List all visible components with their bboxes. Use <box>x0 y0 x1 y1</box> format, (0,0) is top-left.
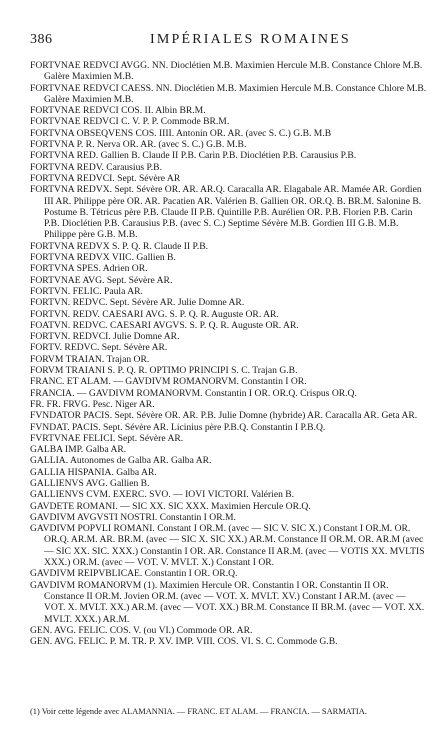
legend-entry: FORTVN. FELIC. Paula AR. <box>30 285 143 297</box>
legend-entry: GALLIENVS CVM. EXERC. SVO. — IOVI VICTORI. Valérien B. <box>30 489 295 501</box>
legend-entry: FRANC. ET ALAM. — GAVDIVM ROMANORVM. Constantin I OR. <box>30 376 307 388</box>
legend-entry: FVNDAT. PACIS. Sept. Sévère AR. Licinius père P.B.Q. Constantin I P.B.Q. <box>30 421 326 433</box>
page-number: 386 <box>30 32 53 47</box>
legend-entry: FVRTVNAE FELICI. Sept. Sévère AR. <box>30 432 184 444</box>
legend-entry: FR. FR. FRVG. Pesc. Niger AR. <box>30 398 155 410</box>
legend-entry: FORTVNA P. R. Nerva OR. AR. (avec S. C.) G.B. M.B. <box>30 139 247 151</box>
legend-entry: FORVM TRAIAN. Trajan OR. <box>30 353 150 365</box>
legend-entry: FVNDATOR PACIS. Sept. Sévère OR. AR. P.B. Julie Domne (hybride) AR. Caracalla AR. Geta AR. <box>30 410 418 422</box>
legend-entry: FOATVN. REDVC. CAESARI AVGVS. S. P. Q. R. Auguste OR. AR. <box>30 319 299 331</box>
legend-entry: FORTVNA RED. Gallien B. Claude II P.B. Carin P.B. Dioclétien P.B. Carausius P.B. <box>30 150 357 162</box>
footnote: (1) Voir cette légende avec ALAMANNIA. — FRANC. ET ALAM. — FRANCIA. — SARMATIA. <box>30 707 367 716</box>
legend-entry: GAVDIVM ROMANORVM (1). Maximien Hercule OR. Constantin I OR. Constantin II OR. Constance II OR.M. Jovien OR.M. (avec — VOT. X. MVLT. XV.) Constant I AR.M. (avec — VOT. X. MVLT. XX.) AR.M. (avec — VOT. XX.) BR.M. Constance II BR.M. (avec — VOT. XX. MVLT. XXX.) AR.M. <box>30 579 425 625</box>
legend-entry: FORTVNA SPES. Adrien OR. <box>30 263 148 275</box>
legend-entry: FORTVNA REDV. Carausius P.B. <box>30 161 162 173</box>
legend-entry: FORTVN. REDVCI. Julie Domne AR. <box>30 331 180 343</box>
legend-entry: FORVM TRAIANI S. P. Q. R. OPTIMO PRINCIPI S. C. Trajan G.B. <box>30 365 298 377</box>
legend-list <box>30 60 428 647</box>
legend-entry: FORTVNA REDVX. Sept. Sévère OR. AR. AR.Q. Caracalla AR. Elagabale AR. Mamée AR. Gordien III AR. Philippe père OR. AR. Pacatien AR. Valérien B. Gallien OR. OR.Q. B. BR.M. Salonine B. Postume B. Tétricus père P.B. Claude II P.B. Quintille P.B. Aurélien OR. P.B. Florien P.B. Carin P.B. Dioclétien P.B. Carausius P.B. (avec S. C.) Septime Sévère M.B. Gordien III G.B. M.B. Philippe père G.B. M.B. <box>30 184 422 241</box>
legend-entry: FRANCIA. — GAVDIVM ROMANORVM. Constantin I OR. OR.Q. Crispus OR.Q. <box>30 387 357 399</box>
running-title: IMPÉRIALES ROMAINES <box>150 32 351 47</box>
legend-entry: GEN. AVG. FELIC. COS. V. (ou VI.) Commode OR. AR. <box>30 624 253 636</box>
legend-entry: GALLIA HISPANIA. Galba AR. <box>30 466 157 478</box>
legend-entry: FORTV. REDVC. Sept. Sévère AR. <box>30 342 168 354</box>
legend-entry: FORTVN. REDVC. Sept. Sévère AR. Julie Domne AR. <box>30 297 245 309</box>
legend-entry: FORTVNA OBSEQVENS COS. IIII. Antonin OR. AR. (avec S. C.) G.B. M.B <box>30 127 332 139</box>
legend-entry: FORTVNAE REDVCI AVGG. NN. Dioclétien M.B. Maximien Hercule M.B. Constance Chlore M.B. Galère Maximien M.B. <box>30 60 423 83</box>
legend-entry: FORTVNA REDVX VIIC. Gallien B. <box>30 252 176 264</box>
legend-entry: GEN. AVG. FELIC. P. M. TR. P. XV. IMP. VIII. COS. VI. S. C. Commode G.B. <box>30 636 338 648</box>
legend-entry: GAVDIVM REIPVBLICAE. Constantin I OR. OR.Q. <box>30 568 238 580</box>
legend-entry: FORTVNA REDVCI. Sept. Sévère AR <box>30 172 181 184</box>
page-header <box>20 32 440 48</box>
legend-entry: FORTVNA REDVX S. P. Q. R. Claude II P.B. <box>30 240 208 252</box>
legend-entry: GAVDIVM AVGVSTI NOSTRI. Constantin I OR.M. <box>30 511 236 523</box>
legend-entry: FORTVN. REDV. CAESARI AVG. S. P. Q. R. Auguste OR. AR. <box>30 308 279 320</box>
legend-entry: GAVDIVM POPVLI ROMANI. Constant I OR.M. (avec — SIC V. SIC X.) Constant I OR.M. OR. OR.Q. AR.M. AR. BR.M. (avec — SIC X. SIC XX.) AR.M. Constance II OR.M. OR. AR.M (avec — SIC XX. SIC. XXX.) Constantin I OR. AR. Constance II AR.M. (avec — VOTIS XX. MVLTIS XXX.) OR.M. (avec — VOT. V. MVLT. X.) Constant I OR. <box>30 523 425 569</box>
legend-entry: FORTVNAE REDVCI C. V. P. P. Commode BR.M. <box>30 116 230 128</box>
legend-entry: GALLIA. Autonomes de Galba AR. Galba AR. <box>30 455 212 467</box>
legend-entry: GALLIENVS AVG. Gallien B. <box>30 477 150 489</box>
legend-entry: GAVDETE ROMANI. — SIC XX. SIC XXX. Maximien Hercule OR.Q. <box>30 500 311 512</box>
legend-entry: FORTVNAE AVG. Sept. Sévère AR. <box>30 274 173 286</box>
legend-entry: GALBA IMP. Galba AR. <box>30 444 127 456</box>
legend-entry: FORTVNAE REDVCI CAESS. NN. Dioclétien M.B. Maximien Hercule M.B. Constance Chlore M.B. Galère Maximien M.B. <box>30 82 427 105</box>
legend-entry: FORTVNAE REDVCI COS. II. Albin BR.M. <box>30 105 206 117</box>
